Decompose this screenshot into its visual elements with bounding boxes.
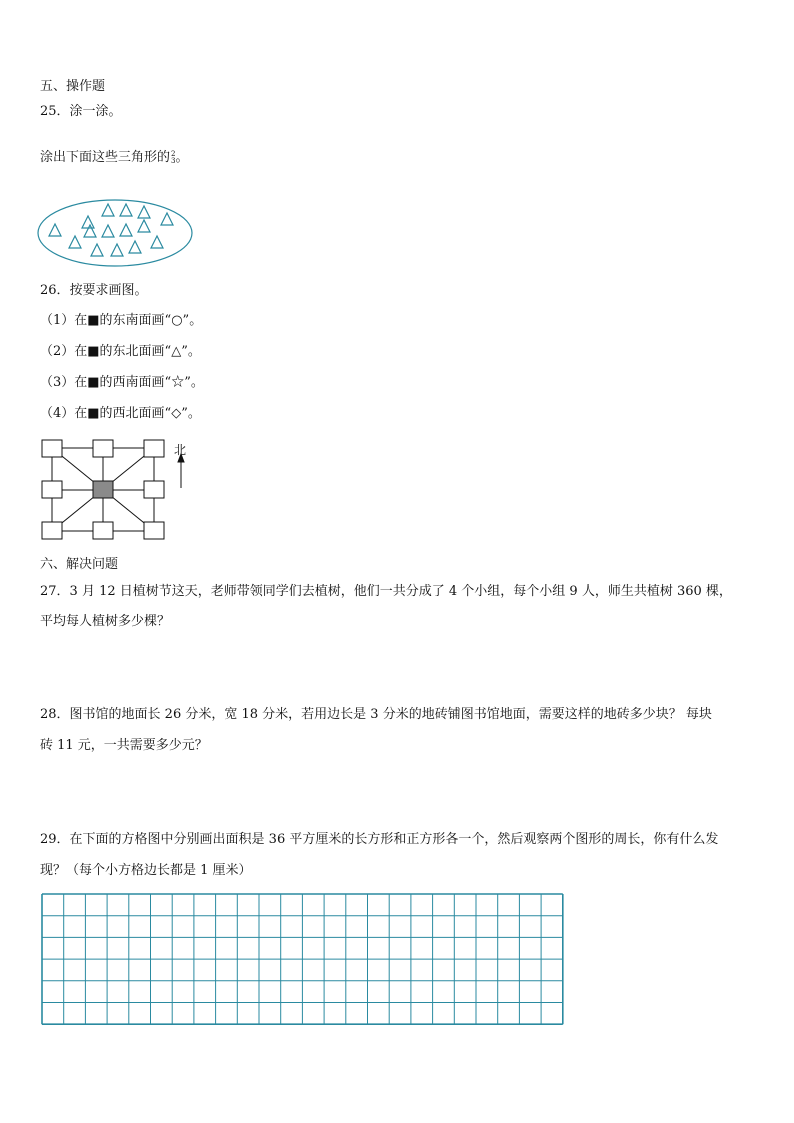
grid-box bbox=[144, 522, 164, 539]
question-28-line-2: 砖 11 元，一共需要多少元？ bbox=[40, 738, 208, 753]
north-label: 北 bbox=[174, 443, 187, 457]
center-shaded-box bbox=[93, 481, 113, 498]
question-25-instruction: 涂出下面这些三角形的 2 3 。 bbox=[40, 149, 189, 165]
question-27-line-2: 平均每人植树多少棵？ bbox=[40, 614, 171, 629]
triangle-shape bbox=[138, 206, 150, 218]
section-title-operation: 五、操作题 bbox=[40, 79, 106, 94]
question-29-line-2: 现？（每个小方格边长都是 1 厘米） bbox=[40, 863, 252, 878]
triangle-shape bbox=[102, 204, 114, 216]
triangle-shape bbox=[91, 244, 103, 256]
grid-box bbox=[93, 522, 113, 539]
triangle-shape bbox=[82, 216, 94, 228]
question-29-line-1: 29．在下面的方格图中分别画出面积是 36 平方厘米的长方形和正方形各一个，然后观察两个图形的周长，你有什么发 bbox=[40, 832, 719, 847]
triangle-shape bbox=[49, 224, 61, 236]
grid-box bbox=[144, 481, 164, 498]
triangle-shape bbox=[84, 225, 96, 237]
grid-box bbox=[144, 440, 164, 457]
question-25-title: 25．涂一涂。 bbox=[40, 104, 122, 119]
question-26-item-3: （3）在■的西南面画“☆”。 bbox=[40, 375, 204, 390]
question-26-title: 26．按要求画图。 bbox=[40, 283, 148, 298]
triangle-shape bbox=[102, 225, 114, 237]
triangle-shape bbox=[120, 204, 132, 216]
triangle-ellipse-figure bbox=[36, 196, 196, 271]
grid-box bbox=[42, 440, 62, 457]
triangle-shape bbox=[111, 244, 123, 256]
grid-box bbox=[93, 440, 113, 457]
question-28-line-1: 28．图书馆的地面长 26 分米，宽 18 分米，若用边长是 3 分米的地砖铺图书馆地面，需要这样的地砖多少块？ 每块 bbox=[40, 707, 712, 722]
question-26-item-1: （1）在■的东南面画“○”。 bbox=[40, 313, 203, 328]
question-26-item-4: （4）在■的西北面画“◇”。 bbox=[40, 406, 201, 421]
triangle-shape bbox=[151, 236, 163, 248]
question-27-line-1: 27．3 月 12 日植树节这天，老师带领同学们去植树，他们一共分成了 4 个小组，每个小组 9 人，师生共植树 360 棵， bbox=[40, 584, 732, 599]
direction-grid-diagram bbox=[40, 438, 200, 543]
triangle-shape bbox=[120, 224, 132, 236]
fraction-two-thirds: 2 3 bbox=[171, 149, 176, 165]
triangle-shape bbox=[69, 236, 81, 248]
square-grid[interactable] bbox=[40, 893, 565, 1028]
grid-box bbox=[42, 522, 62, 539]
question-26-item-2: （2）在■的东北面画“△”。 bbox=[40, 344, 201, 359]
triangle-shape bbox=[138, 220, 150, 232]
triangle-shape bbox=[161, 213, 173, 225]
triangle-shape bbox=[129, 241, 141, 253]
grid-box bbox=[42, 481, 62, 498]
section-title-solve: 六、解决问题 bbox=[40, 557, 119, 572]
